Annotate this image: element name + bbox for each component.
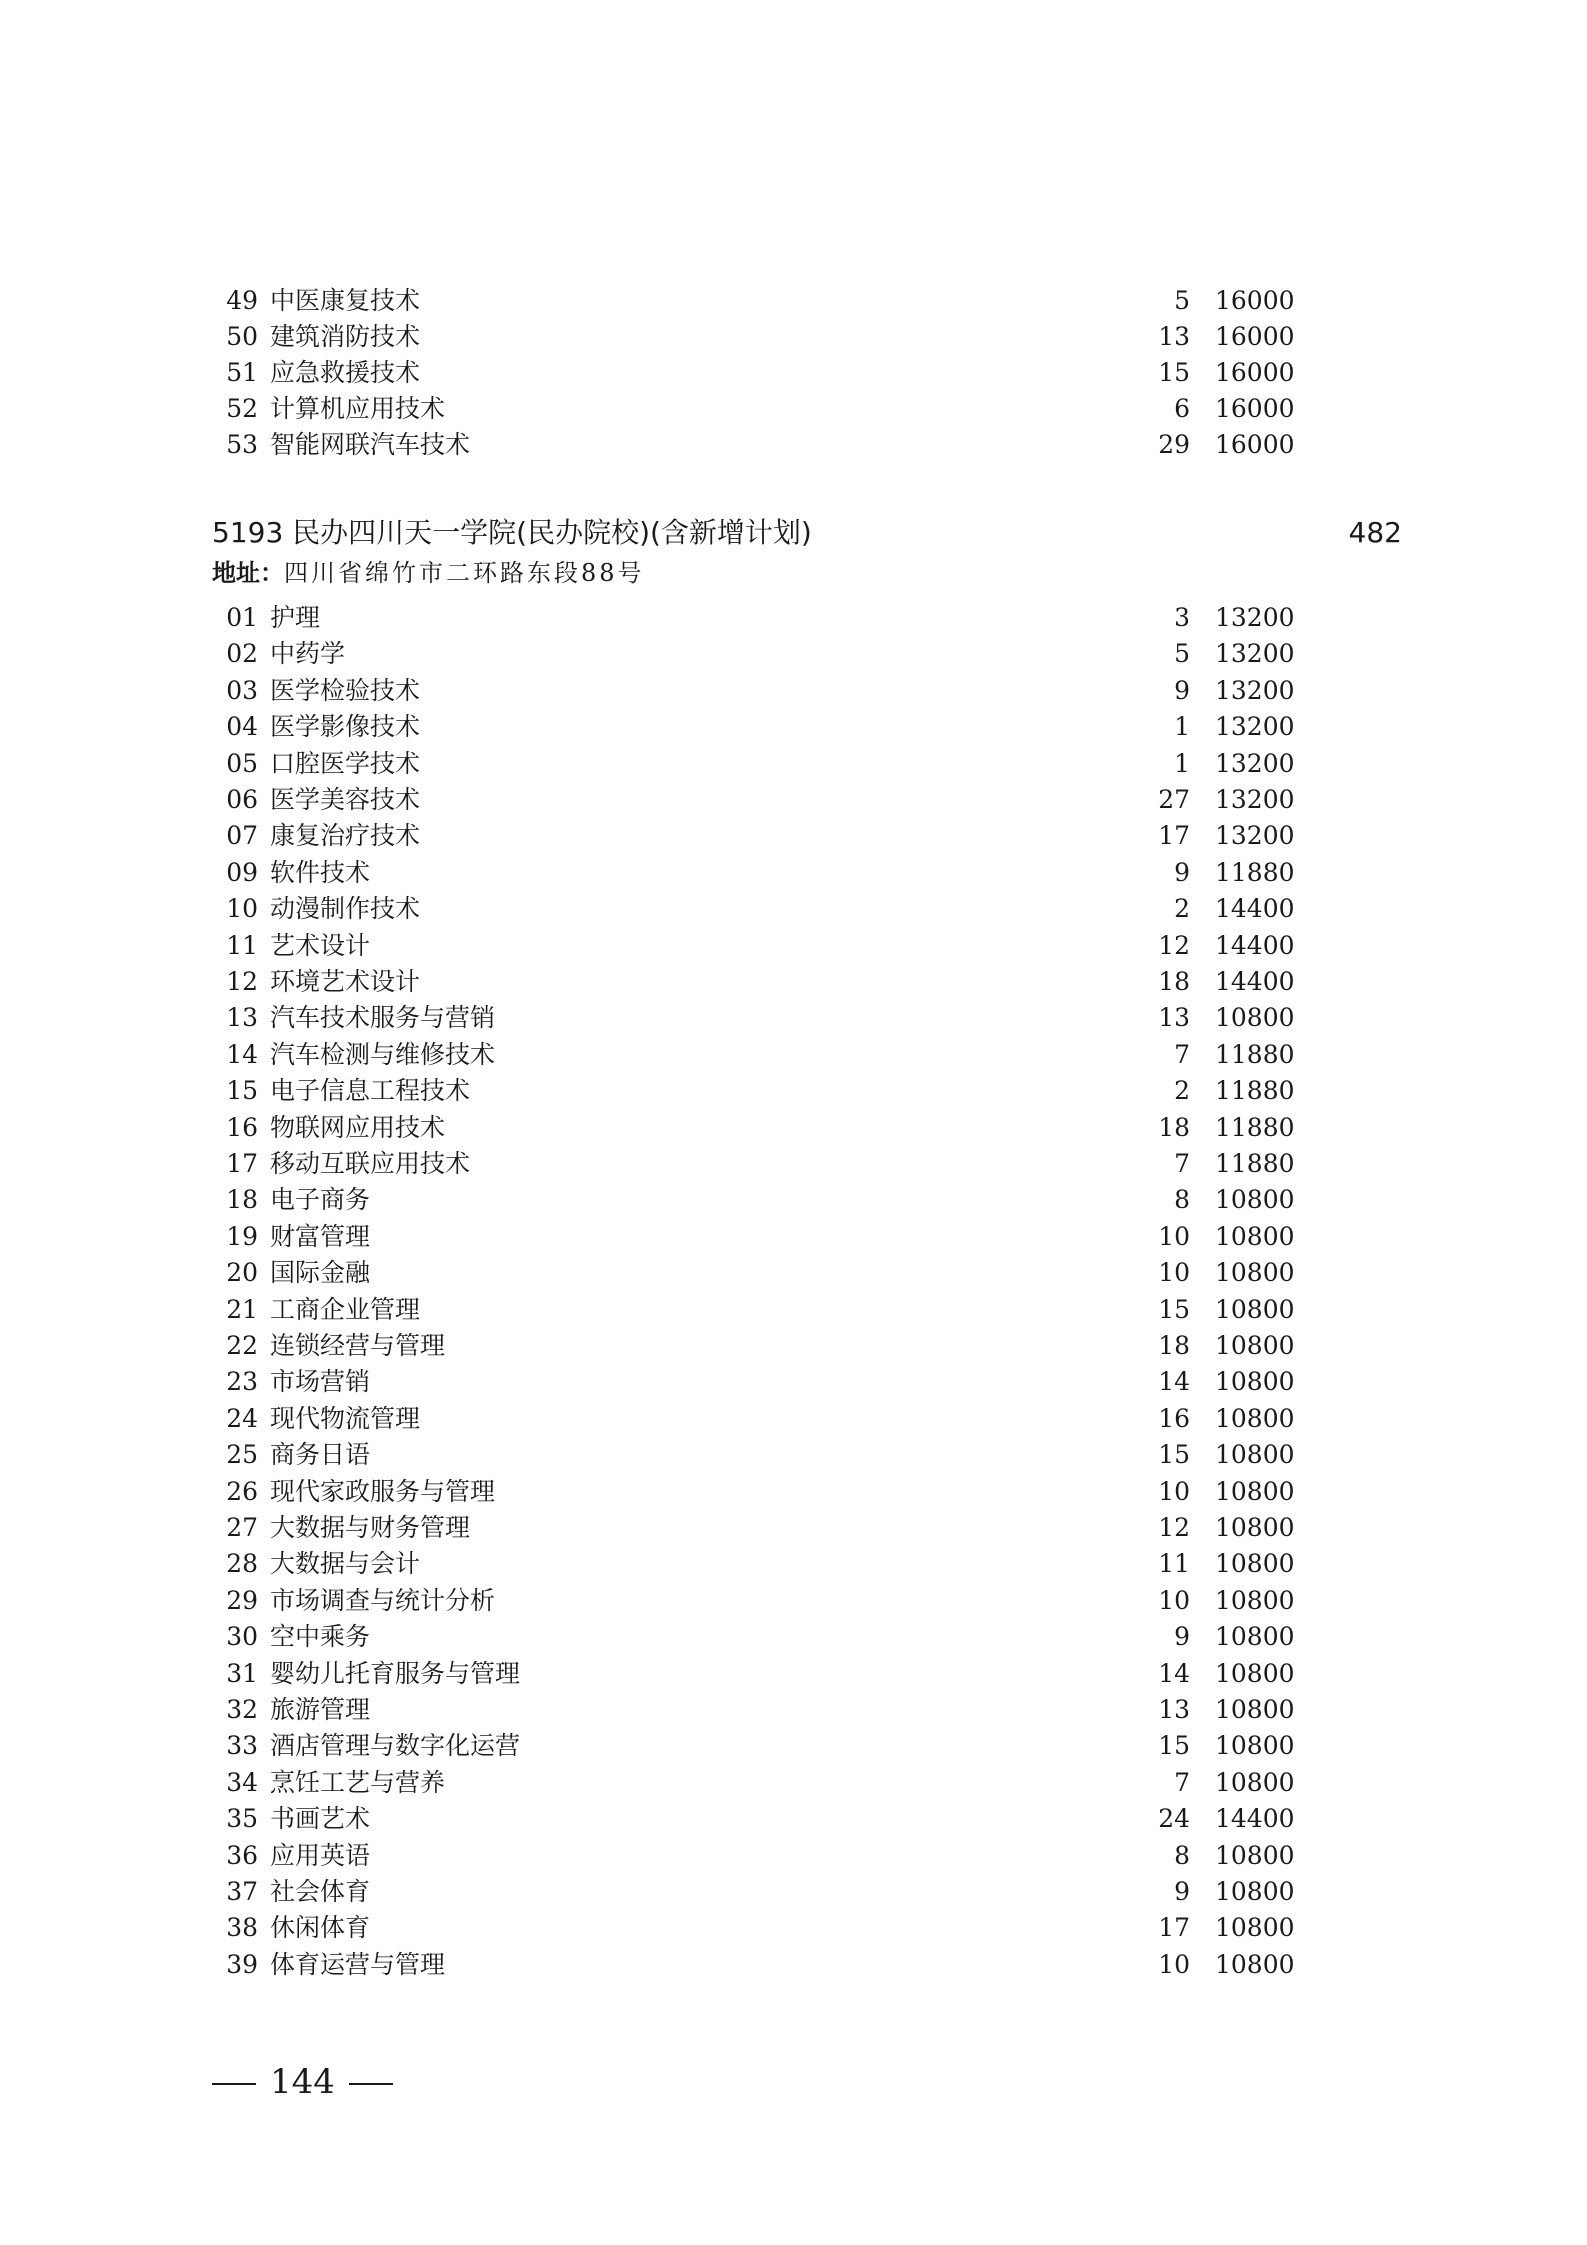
enrollment-count: 18 bbox=[1158, 967, 1190, 996]
enrollment-count: 2 bbox=[1174, 894, 1190, 924]
major-name: 市场营销 bbox=[270, 1367, 371, 1397]
major-code: 31 bbox=[226, 1658, 258, 1688]
major-code: 13 bbox=[226, 1003, 258, 1033]
major-name: 社会体育 bbox=[270, 1877, 371, 1906]
major-name: 汽车检测与维修技术 bbox=[270, 1039, 496, 1069]
list-item bbox=[0, 1874, 1587, 1910]
tuition-fee: 10800 bbox=[1215, 1221, 1295, 1251]
major-name: 中药学 bbox=[270, 639, 346, 669]
tuition-fee: 10800 bbox=[1215, 1549, 1295, 1579]
major-name: 工商企业管理 bbox=[270, 1294, 421, 1324]
list-item bbox=[0, 1219, 1587, 1255]
tuition-fee: 10800 bbox=[1215, 1513, 1295, 1542]
enrollment-count: 9 bbox=[1174, 1877, 1190, 1906]
major-code: 19 bbox=[226, 1221, 258, 1251]
major-name: 动漫制作技术 bbox=[270, 894, 421, 924]
list-item bbox=[0, 891, 1587, 927]
enrollment-count: 1 bbox=[1174, 748, 1190, 778]
list-item bbox=[0, 1182, 1587, 1218]
list-item bbox=[0, 1364, 1587, 1400]
list-item bbox=[0, 1292, 1587, 1328]
major-code: 24 bbox=[226, 1403, 258, 1433]
institution-header bbox=[212, 513, 1512, 553]
major-name: 大数据与财务管理 bbox=[270, 1513, 471, 1542]
enrollment-count: 7 bbox=[1174, 1039, 1190, 1069]
tuition-fee: 10800 bbox=[1215, 1440, 1295, 1470]
list-item bbox=[0, 928, 1587, 964]
enrollment-count: 12 bbox=[1158, 930, 1190, 960]
major-code: 53 bbox=[226, 430, 258, 459]
tuition-fee: 16000 bbox=[1215, 286, 1295, 315]
major-name: 计算机应用技术 bbox=[270, 394, 446, 423]
list-item bbox=[0, 1692, 1587, 1728]
tuition-fee: 14400 bbox=[1215, 1804, 1295, 1834]
list-item bbox=[0, 964, 1587, 1000]
major-code: 51 bbox=[226, 358, 258, 387]
enrollment-count: 15 bbox=[1158, 1731, 1190, 1761]
major-code: 26 bbox=[226, 1476, 258, 1506]
major-name: 现代家政服务与管理 bbox=[270, 1476, 496, 1506]
tuition-fee: 10800 bbox=[1215, 1585, 1295, 1615]
major-name: 应用英语 bbox=[270, 1840, 371, 1870]
major-name: 康复治疗技术 bbox=[270, 821, 421, 851]
tuition-fee: 10800 bbox=[1215, 1913, 1295, 1943]
major-name: 医学美容技术 bbox=[270, 785, 421, 814]
tuition-fee: 16000 bbox=[1215, 430, 1295, 459]
list-item bbox=[0, 1073, 1587, 1109]
major-code: 50 bbox=[226, 322, 258, 351]
major-name: 智能网联汽车技术 bbox=[270, 430, 471, 459]
tuition-fee: 11880 bbox=[1215, 1149, 1295, 1178]
major-name: 商务日语 bbox=[270, 1440, 371, 1470]
major-name: 空中乘务 bbox=[270, 1622, 371, 1652]
tuition-fee: 14400 bbox=[1215, 967, 1295, 996]
tuition-fee: 13200 bbox=[1215, 603, 1295, 632]
enrollment-count: 6 bbox=[1174, 394, 1190, 423]
enrollment-count: 17 bbox=[1158, 821, 1190, 851]
major-name: 护理 bbox=[270, 603, 321, 632]
enrollment-count: 18 bbox=[1158, 1112, 1190, 1142]
major-code: 07 bbox=[226, 821, 258, 851]
major-name: 环境艺术设计 bbox=[270, 967, 421, 996]
major-name: 国际金融 bbox=[270, 1258, 371, 1288]
enrollment-count: 9 bbox=[1174, 857, 1190, 887]
major-name: 大数据与会计 bbox=[270, 1549, 421, 1579]
list-item bbox=[0, 1838, 1587, 1874]
major-code: 10 bbox=[226, 894, 258, 924]
major-code: 04 bbox=[226, 712, 258, 742]
list-item bbox=[0, 1255, 1587, 1291]
list-item bbox=[0, 1000, 1587, 1036]
enrollment-count: 18 bbox=[1158, 1331, 1190, 1360]
list-item bbox=[0, 391, 1587, 427]
major-code: 36 bbox=[226, 1840, 258, 1870]
major-name: 移动互联应用技术 bbox=[270, 1149, 471, 1178]
tuition-fee: 13200 bbox=[1215, 821, 1295, 851]
list-item bbox=[0, 1728, 1587, 1764]
enrollment-count: 15 bbox=[1158, 358, 1190, 387]
major-code: 39 bbox=[226, 1949, 258, 1979]
major-name: 物联网应用技术 bbox=[270, 1112, 446, 1142]
enrollment-count: 8 bbox=[1174, 1840, 1190, 1870]
tuition-fee: 11880 bbox=[1215, 1039, 1295, 1069]
tuition-fee: 11880 bbox=[1215, 1076, 1295, 1106]
major-code: 33 bbox=[226, 1731, 258, 1761]
tuition-fee: 10800 bbox=[1215, 1949, 1295, 1979]
list-item bbox=[0, 636, 1587, 672]
tuition-fee: 10800 bbox=[1215, 1294, 1295, 1324]
major-code: 21 bbox=[226, 1294, 258, 1324]
major-code: 30 bbox=[226, 1622, 258, 1652]
enrollment-count: 11 bbox=[1158, 1549, 1190, 1579]
major-code: 22 bbox=[226, 1331, 258, 1360]
major-name: 书画艺术 bbox=[270, 1804, 371, 1834]
major-name: 汽车技术服务与营销 bbox=[270, 1003, 496, 1033]
tuition-fee: 10800 bbox=[1215, 1258, 1295, 1288]
major-code: 02 bbox=[226, 639, 258, 669]
tuition-fee: 10800 bbox=[1215, 1695, 1295, 1724]
enrollment-count: 14 bbox=[1158, 1367, 1190, 1397]
enrollment-count: 5 bbox=[1174, 639, 1190, 669]
list-item bbox=[0, 1583, 1587, 1619]
enrollment-count: 10 bbox=[1158, 1221, 1190, 1251]
list-item bbox=[0, 709, 1587, 745]
list-item bbox=[0, 855, 1587, 891]
tuition-fee: 16000 bbox=[1215, 358, 1295, 387]
major-code: 52 bbox=[226, 394, 258, 423]
tuition-fee: 13200 bbox=[1215, 712, 1295, 742]
tuition-fee: 10800 bbox=[1215, 1658, 1295, 1688]
major-name: 中医康复技术 bbox=[270, 286, 421, 315]
major-name: 市场调查与统计分析 bbox=[270, 1585, 496, 1615]
enrollment-count: 14 bbox=[1158, 1658, 1190, 1688]
enrollment-count: 3 bbox=[1174, 603, 1190, 632]
footer-dash-right bbox=[349, 2083, 393, 2085]
list-item bbox=[0, 673, 1587, 709]
major-code: 25 bbox=[226, 1440, 258, 1470]
tuition-fee: 10800 bbox=[1215, 1840, 1295, 1870]
enrollment-count: 9 bbox=[1174, 675, 1190, 705]
tuition-fee: 10800 bbox=[1215, 1476, 1295, 1506]
major-code: 34 bbox=[226, 1767, 258, 1797]
enrollment-count: 7 bbox=[1174, 1767, 1190, 1797]
enrollment-count: 12 bbox=[1158, 1513, 1190, 1542]
tuition-fee: 10800 bbox=[1215, 1622, 1295, 1652]
major-code: 38 bbox=[226, 1913, 258, 1943]
enrollment-count: 10 bbox=[1158, 1476, 1190, 1506]
list-item bbox=[0, 1947, 1587, 1983]
major-name: 财富管理 bbox=[270, 1221, 371, 1251]
major-name: 应急救援技术 bbox=[270, 358, 421, 387]
major-name: 休闲体育 bbox=[270, 1913, 371, 1943]
major-code: 35 bbox=[226, 1804, 258, 1834]
list-item bbox=[0, 818, 1587, 854]
institution-total: 482 bbox=[1348, 516, 1402, 549]
tuition-fee: 10800 bbox=[1215, 1367, 1295, 1397]
enrollment-count: 10 bbox=[1158, 1949, 1190, 1979]
major-code: 32 bbox=[226, 1695, 258, 1724]
tuition-fee: 13200 bbox=[1215, 785, 1295, 814]
list-item bbox=[0, 283, 1587, 319]
major-code: 11 bbox=[226, 930, 258, 960]
list-item bbox=[0, 355, 1587, 391]
major-name: 旅游管理 bbox=[270, 1695, 371, 1724]
list-item bbox=[0, 1619, 1587, 1655]
tuition-fee: 13200 bbox=[1215, 639, 1295, 669]
major-name: 酒店管理与数字化运营 bbox=[270, 1731, 521, 1761]
list-item bbox=[0, 1910, 1587, 1946]
enrollment-count: 29 bbox=[1158, 430, 1190, 459]
major-name: 婴幼儿托育服务与管理 bbox=[270, 1658, 521, 1688]
major-code: 15 bbox=[226, 1076, 258, 1106]
page-footer bbox=[212, 2060, 393, 2104]
major-code: 17 bbox=[226, 1149, 258, 1178]
tuition-fee: 10800 bbox=[1215, 1403, 1295, 1433]
major-code: 37 bbox=[226, 1877, 258, 1906]
list-item bbox=[0, 1801, 1587, 1837]
major-code: 06 bbox=[226, 785, 258, 814]
tuition-fee: 11880 bbox=[1215, 857, 1295, 887]
major-name: 艺术设计 bbox=[270, 930, 371, 960]
enrollment-count: 13 bbox=[1158, 1695, 1190, 1724]
list-item bbox=[0, 1146, 1587, 1182]
enrollment-count: 9 bbox=[1174, 1622, 1190, 1652]
major-name: 医学影像技术 bbox=[270, 712, 421, 742]
enrollment-count: 15 bbox=[1158, 1294, 1190, 1324]
list-item bbox=[0, 1765, 1587, 1801]
major-name: 电子商务 bbox=[270, 1185, 371, 1215]
enrollment-count: 13 bbox=[1158, 1003, 1190, 1033]
major-code: 49 bbox=[226, 286, 258, 315]
list-item bbox=[0, 1401, 1587, 1437]
list-item bbox=[0, 319, 1587, 355]
tuition-fee: 10800 bbox=[1215, 1877, 1295, 1906]
enrollment-count: 7 bbox=[1174, 1149, 1190, 1178]
major-name: 医学检验技术 bbox=[270, 675, 421, 705]
tuition-fee: 16000 bbox=[1215, 322, 1295, 351]
list-item bbox=[0, 1437, 1587, 1473]
major-name: 体育运营与管理 bbox=[270, 1949, 446, 1979]
major-name: 软件技术 bbox=[270, 857, 371, 887]
major-code: 16 bbox=[226, 1112, 258, 1142]
tuition-fee: 14400 bbox=[1215, 930, 1295, 960]
enrollment-count: 5 bbox=[1174, 286, 1190, 315]
enrollment-count: 16 bbox=[1158, 1403, 1190, 1433]
tuition-fee: 16000 bbox=[1215, 394, 1295, 423]
major-code: 01 bbox=[226, 603, 258, 632]
major-code: 18 bbox=[226, 1185, 258, 1215]
tuition-fee: 14400 bbox=[1215, 894, 1295, 924]
enrollment-count: 15 bbox=[1158, 1440, 1190, 1470]
major-name: 现代物流管理 bbox=[270, 1403, 421, 1433]
tuition-fee: 13200 bbox=[1215, 748, 1295, 778]
list-item bbox=[0, 1656, 1587, 1692]
enrollment-count: 24 bbox=[1158, 1804, 1190, 1834]
major-code: 29 bbox=[226, 1585, 258, 1615]
enrollment-count: 10 bbox=[1158, 1258, 1190, 1288]
enrollment-count: 27 bbox=[1158, 785, 1190, 814]
list-item bbox=[0, 1110, 1587, 1146]
major-code: 28 bbox=[226, 1549, 258, 1579]
major-code: 20 bbox=[226, 1258, 258, 1288]
major-code: 27 bbox=[226, 1513, 258, 1542]
list-item bbox=[0, 1037, 1587, 1073]
list-item bbox=[0, 1474, 1587, 1510]
enrollment-count: 8 bbox=[1174, 1185, 1190, 1215]
tuition-fee: 10800 bbox=[1215, 1185, 1295, 1215]
tuition-fee: 10800 bbox=[1215, 1731, 1295, 1761]
footer-dash-left bbox=[212, 2083, 256, 2085]
address-label: 地址： bbox=[212, 559, 284, 587]
list-item bbox=[0, 1510, 1587, 1546]
list-item bbox=[0, 1328, 1587, 1364]
major-name: 电子信息工程技术 bbox=[270, 1076, 471, 1106]
list-item bbox=[0, 427, 1587, 463]
list-item bbox=[0, 600, 1587, 636]
tuition-fee: 10800 bbox=[1215, 1767, 1295, 1797]
enrollment-count: 1 bbox=[1174, 712, 1190, 742]
institution-title: 5193 民办四川天一学院(民办院校)(含新增计划) bbox=[212, 516, 812, 549]
address-text: 四川省绵竹市二环路东段88号 bbox=[284, 559, 645, 587]
major-code: 05 bbox=[226, 748, 258, 778]
tuition-fee: 11880 bbox=[1215, 1112, 1295, 1142]
tuition-fee: 10800 bbox=[1215, 1331, 1295, 1360]
tuition-fee: 10800 bbox=[1215, 1003, 1295, 1033]
major-code: 03 bbox=[226, 675, 258, 705]
list-item bbox=[0, 782, 1587, 818]
major-name: 口腔医学技术 bbox=[270, 748, 421, 778]
institution-address bbox=[212, 555, 645, 591]
major-code: 12 bbox=[226, 967, 258, 996]
enrollment-count: 10 bbox=[1158, 1585, 1190, 1615]
major-code: 09 bbox=[226, 857, 258, 887]
major-name: 建筑消防技术 bbox=[270, 322, 421, 351]
list-item bbox=[0, 1546, 1587, 1582]
tuition-fee: 13200 bbox=[1215, 675, 1295, 705]
major-code: 14 bbox=[226, 1039, 258, 1069]
major-code: 23 bbox=[226, 1367, 258, 1397]
major-name: 烹饪工艺与营养 bbox=[270, 1767, 446, 1797]
major-name: 连锁经营与管理 bbox=[270, 1331, 446, 1360]
enrollment-count: 2 bbox=[1174, 1076, 1190, 1106]
enrollment-count: 17 bbox=[1158, 1913, 1190, 1943]
page-number: 144 bbox=[270, 2062, 335, 2102]
list-item bbox=[0, 746, 1587, 782]
enrollment-count: 13 bbox=[1158, 322, 1190, 351]
